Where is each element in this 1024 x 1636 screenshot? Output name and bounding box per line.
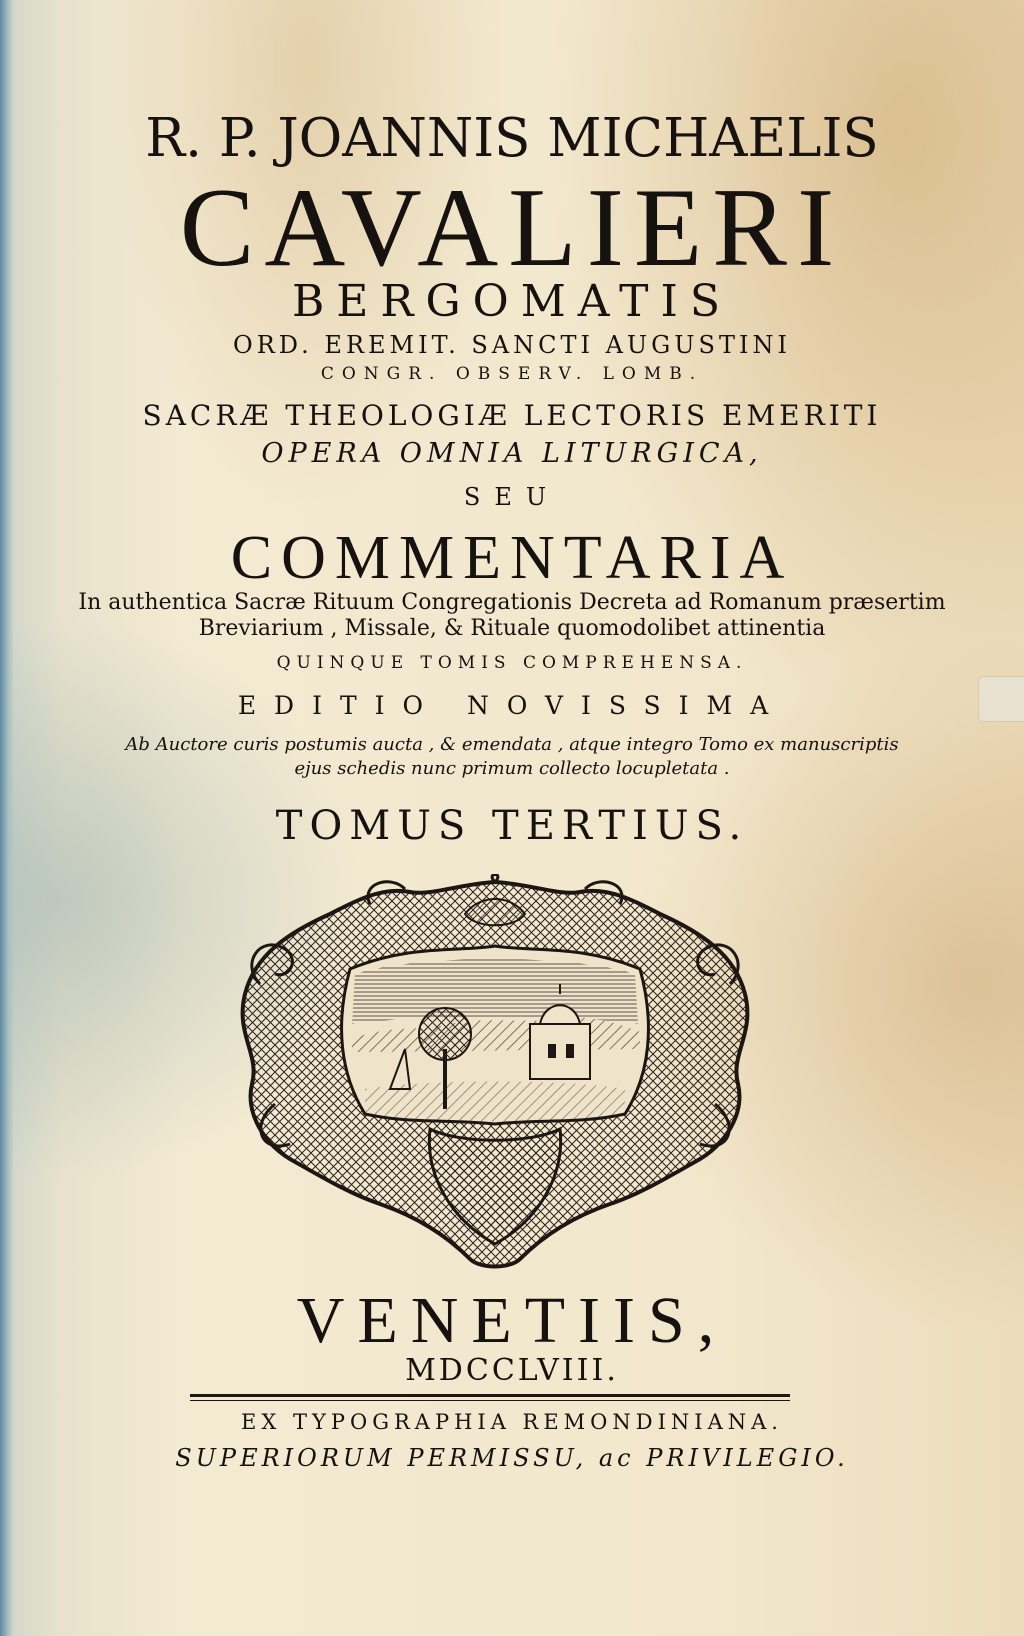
author-line: R. P. JOANNIS MICHAELIS	[145, 108, 879, 169]
order-line: ORD. EREMIT. SANCTI AUGUSTINI	[233, 331, 791, 359]
subtitle-line-1: In authentica Sacræ Rituum Congregationis Decreta ad Romanum præsertim	[78, 590, 946, 615]
subtitle-line-2: Breviarium , Missale, & Rituale quomodolibet attinentia	[198, 616, 826, 641]
author-surname: CAVALIERI	[179, 166, 845, 290]
edition-line: EDITIO NOVISSIMA	[237, 691, 787, 720]
imprint-rule	[190, 1394, 790, 1397]
works-line: OPERA OMNIA LITURGICA,	[261, 438, 763, 469]
year-line: MDCCLVIII.	[405, 1353, 619, 1388]
origin-line: BERGOMATIS	[291, 276, 733, 327]
volumes-line: QUINQUE TOMIS COMPREHENSA.	[276, 653, 748, 673]
permission-line: SUPERIORUM PERMISSU, ac PRIVILEGIO.	[175, 1444, 849, 1472]
main-title: COMMENTARIA	[230, 524, 794, 592]
tome-line: TOMUS TERTIUS.	[275, 803, 749, 849]
paper-tab	[978, 676, 1024, 722]
page-edge	[0, 0, 14, 1636]
edition-note-line-1: Ab Auctore curis postumis aucta , & emendata , atque integro Tomo ex manuscriptis	[125, 734, 899, 755]
printer-line: EX TYPOGRAPHIA REMONDINIANA.	[241, 1410, 783, 1434]
printers-device-vignette	[230, 874, 760, 1272]
congregation-line: CONGR. OBSERV. LOMB.	[320, 364, 704, 384]
seu-line: SEU	[463, 483, 561, 511]
lector-line: SACRÆ THEOLOGIÆ LECTORIS EMERITI	[142, 399, 882, 432]
imprint-rule-thin	[190, 1400, 790, 1401]
city-line: VENETIIS,	[296, 1284, 728, 1357]
edition-note-line-2: ejus schedis nunc primum collecto locupletata .	[294, 758, 730, 779]
